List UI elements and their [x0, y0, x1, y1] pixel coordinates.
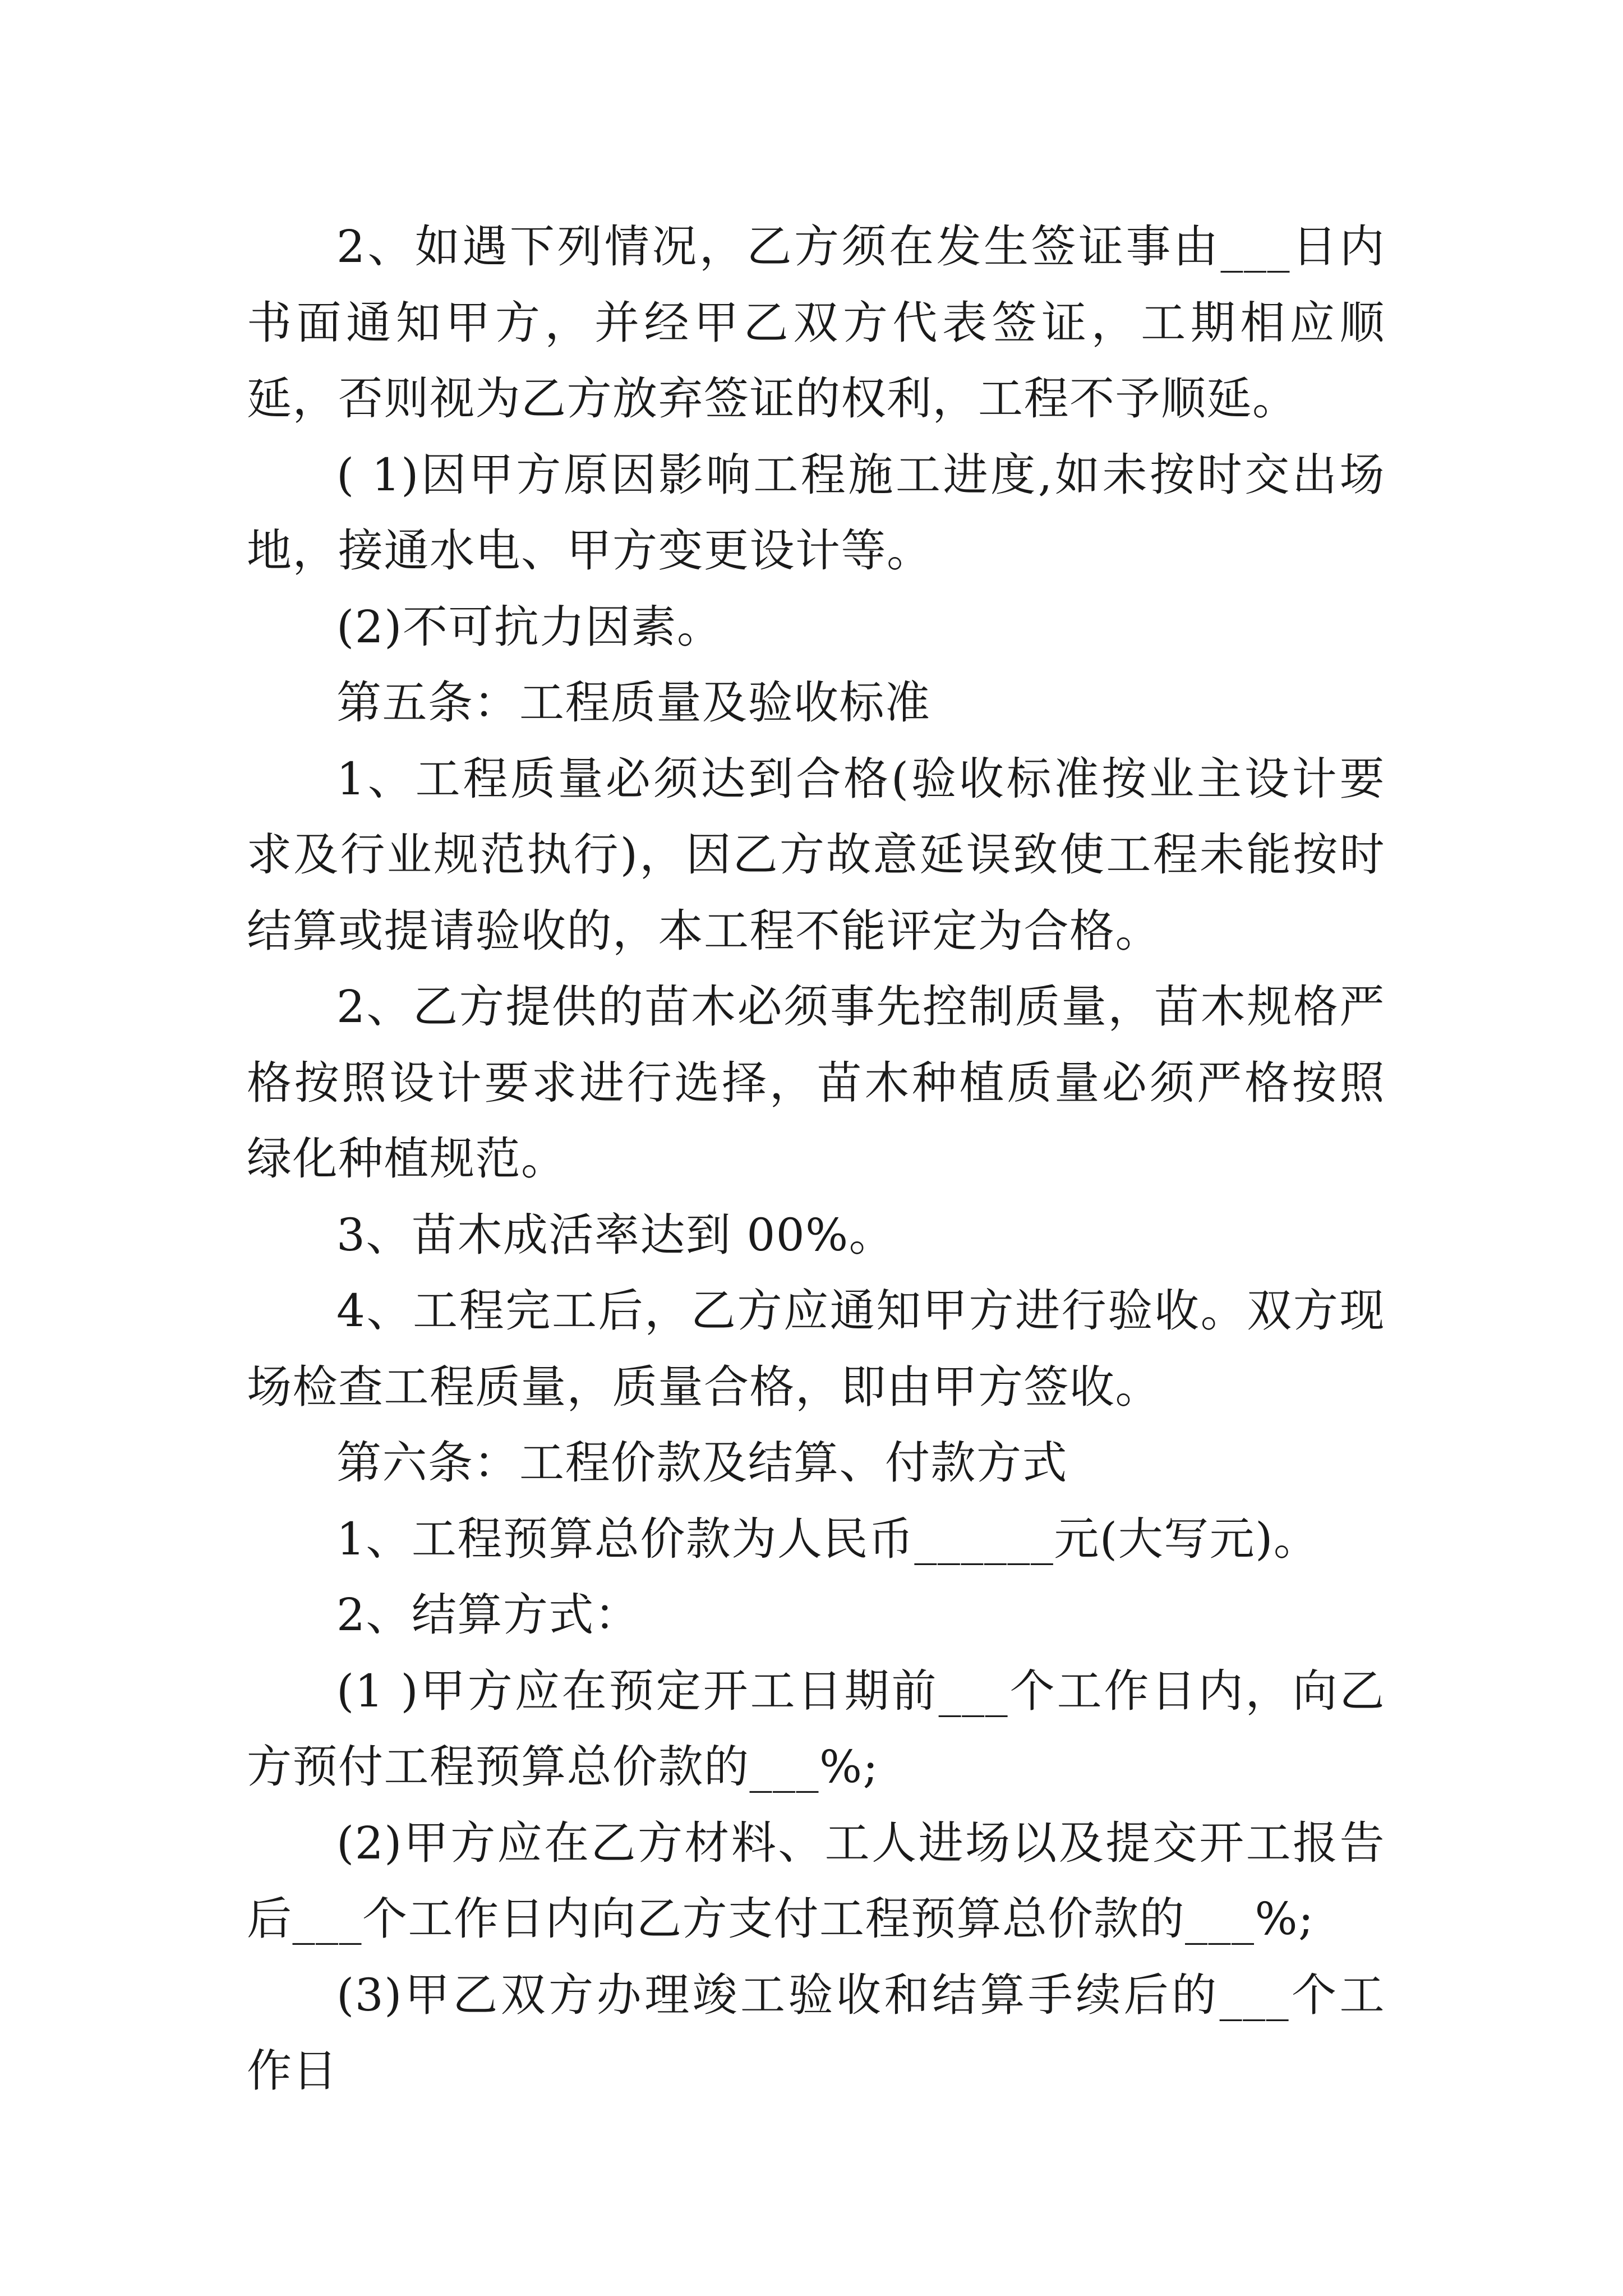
paragraph-visa-notice: 2、如遇下列情况，乙方须在发生签证事由___日内书面通知甲方，并经甲乙双方代表签证，工期相应顺延，否则视为乙方放弃签证的权利，工程不予顺延。 — [247, 220, 1385, 425]
article-6-heading: 第六条：工程价款及结算、付款方式 — [336, 1437, 1068, 1489]
article-5-heading: 第五条：工程质量及验收标准 — [336, 677, 931, 729]
document-body — [247, 209, 1385, 2109]
paragraph-quality-2: 2、乙方提供的苗木必须事先控制质量，苗木规格严格按照设计要求进行选择，苗木种植质量必须严格按照绿化种植规范。 — [247, 981, 1385, 1185]
paragraph-payment-3: (3)甲乙双方办理竣工验收和结算手续后的___个工作日 — [247, 1968, 1385, 2097]
paragraph-quality-4: 4、工程完工后，乙方应通知甲方进行验收。双方现场检查工程质量，质量合格，即由甲方签收。 — [247, 1285, 1385, 1413]
paragraph-quality-1: 1、工程质量必须达到合格(验收标准按业主设计要求及行业规范执行)，因乙方故意延误致使工程未能按时结算或提请验收的，本工程不能评定为合格。 — [247, 752, 1385, 957]
paragraph-item-2: (2)不可抗力因素。 — [336, 600, 723, 653]
paragraph-payment-1: (1 )甲方应在预定开工日期前___个工作日内，向乙方预付工程预算总价款的___%; — [247, 1664, 1385, 1793]
paragraph-quality-3: 3、苗木成活率达到 00%。 — [336, 1208, 895, 1261]
paragraph-payment-2: (2)甲方应在乙方材料、工人进场以及提交开工报告后___个工作日内向乙方支付工程预算总价款的___%; — [247, 1816, 1385, 1945]
paragraph-item-1: ( 1)因甲方原因影响工程施工进度,如未按时交出场地，接通水电、甲方变更设计等。 — [247, 448, 1385, 577]
paragraph-settlement-heading: 2、结算方式： — [336, 1589, 640, 1641]
paragraph-price-1: 1、工程预算总价款为人民币______元(大写元)。 — [336, 1512, 1320, 1565]
